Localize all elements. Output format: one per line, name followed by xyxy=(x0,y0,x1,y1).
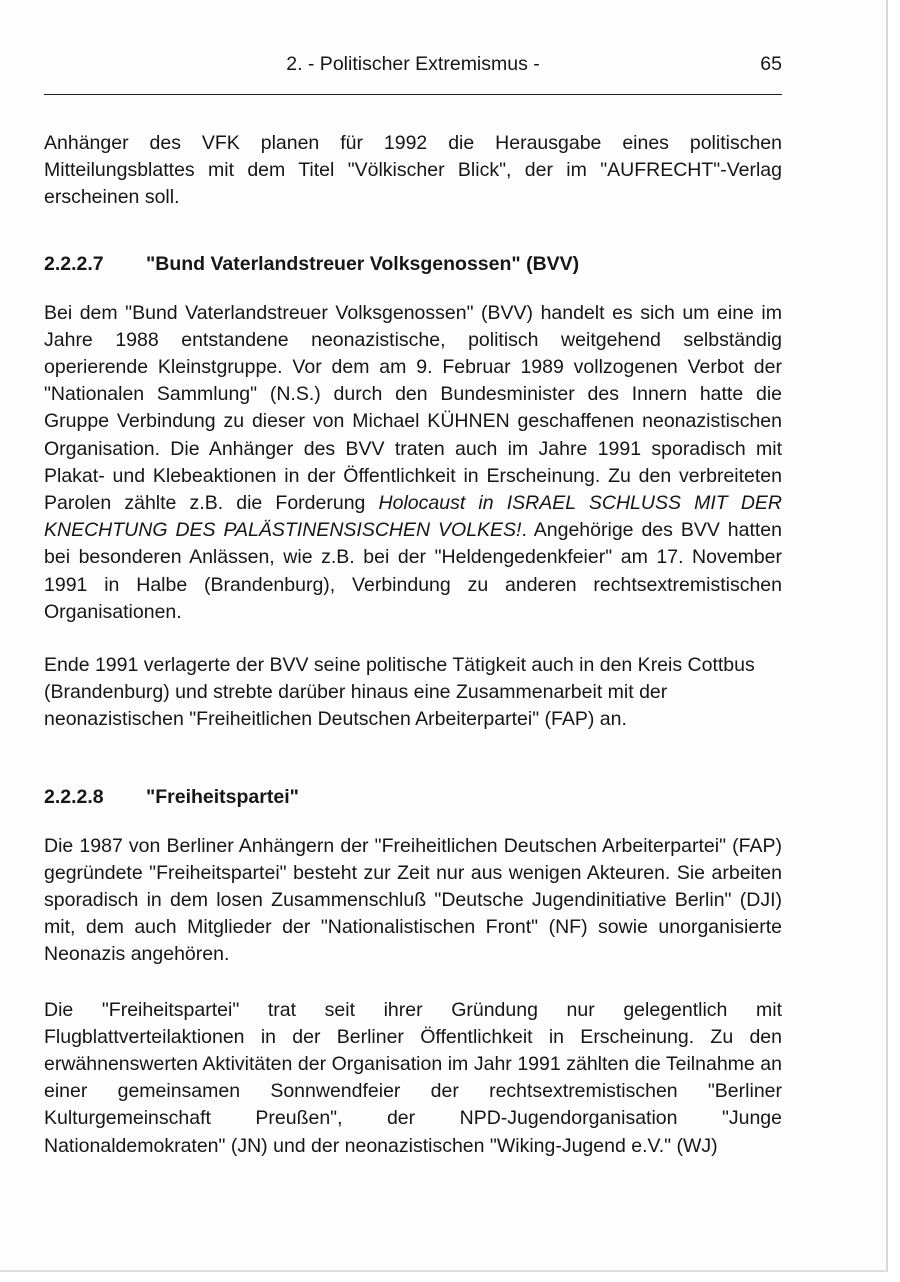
section-title: "Freiheitspartei" xyxy=(146,785,299,808)
freiheitspartei-paragraph-2: Die "Freiheitspartei" trat seit ihrer Gründung nur gelegentlich mit Flugblattverteilaktionen in der Berliner Öffentlichkeit in Erscheinung. Zu den erwähnenswerten Aktivitäten der Organisation im Jahr 1991 zählten die Teilnahme an einer gemeinsamen Sonnwendfeier der rechtsextremistischen "Berliner Kulturgemeinschaft Preußen", der NPD-Jugendorganisation "Junge Nationaldemokraten" (JN) und der neonazistischen "Wiking-Jugend e.V." (WJ) xyxy=(44,998,782,1157)
bvv-paragraph-2: Ende 1991 verlagerte der BVV seine politische Tätigkeit auch in den Kreis Cottbus (Brandenburg) und strebte darüber hinaus eine Zusammenarbeit mit der neonazistischen "Freiheitlichen Deutschen Arbeiterpartei" (FAP) an. xyxy=(44,654,755,731)
bvv-paragraph-1 xyxy=(44,300,782,626)
section-number: 2.2.2.7 xyxy=(44,252,104,275)
section-heading-bvv xyxy=(44,251,782,278)
section-title: "Bund Vaterlandstreuer Volksgenossen" (BVV) xyxy=(146,252,580,275)
paragraph-text: Bei dem "Bund Vaterlandstreuer Volksgenossen" (BVV) handelt es sich um eine im Jahre 1988 entstandene neonazistische, politisch weitgehend selbständig operierende Kleinstgruppe. Vor dem am 9. Februar 1989 vollzogenen Verbot der "Nationalen Sammlung" (N.S.) durch den Bundesminister des Innern hatte die Gruppe Verbindung zu dieser von Michael KÜHNEN geschaffenen neonazistischen Organisation. Die Anhänger des BVV traten auch im Jahre 1991 sporadisch mit Plakat- und Klebeaktionen in der Öffentlichkeit in Erscheinung. Zu den verbreiteten Parolen zählte z.B. die Forderung xyxy=(44,301,782,515)
page-header xyxy=(44,48,782,95)
freiheitspartei-paragraph-1: Die 1987 von Berliner Anhängern der "Freiheitlichen Deutschen Arbeiterpartei" (FAP) gegründete "Freiheitspartei" besteht zur Zeit nur aus wenigen Akteuren. Sie arbeiten sporadisch in dem losen Zusammenschluß "Deutsche Jugendinitiative Berlin" (DJI) mit, dem auch Mitglieder der "Nationalistischen Front" (NF) sowie unorganisierte Neonazis angehören. xyxy=(44,834,782,966)
intro-paragraph: Anhänger des VFK planen für 1992 die Herausgabe eines politischen Mitteilungsblattes mit dem Titel "Völkischer Blick", der im "AUFRECHT"-Verlag erscheinen soll. xyxy=(44,132,782,209)
running-header-title: 2. - Politischer Extremismus - xyxy=(286,53,540,75)
page-number: 65 xyxy=(760,53,782,75)
section-heading-freiheitspartei xyxy=(44,784,782,811)
page-body xyxy=(44,130,782,1160)
slogan-text: Holocaust in ISRAEL SCHLUSS MIT DER KNECHTUNG DES PALÄSTINENSISCHEN VOLKES! xyxy=(44,492,782,542)
section-number: 2.2.2.8 xyxy=(44,785,104,808)
paragraph-text: . Angehörige des BVV hatten bei besonderen Anlässen, wie z.B. bei der "Heldengedenkfeier" am 17. November 1991 in Halbe (Brandenburg), Verbindung zu anderen rechtsextremistischen Organisationen. xyxy=(44,519,782,623)
